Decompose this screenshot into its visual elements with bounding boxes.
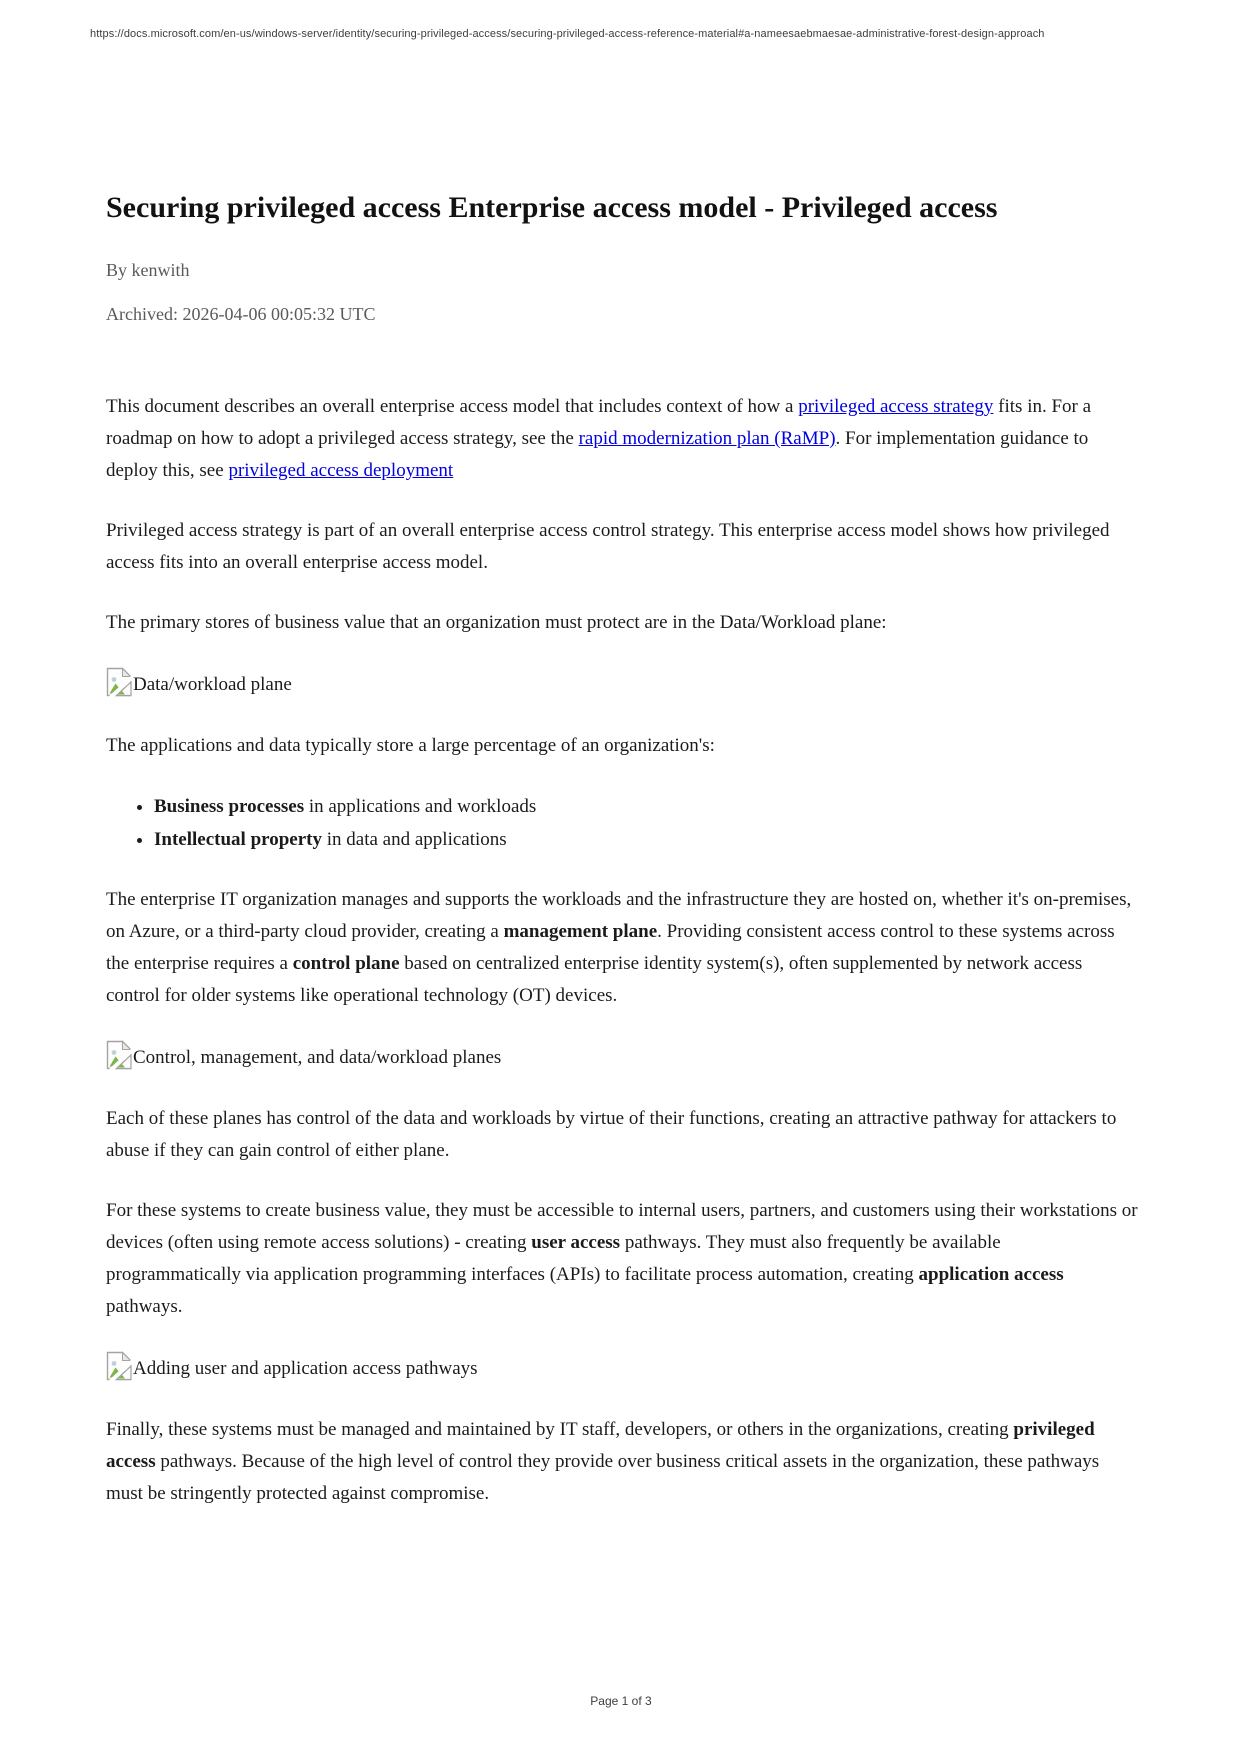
list-item: [154, 790, 1138, 823]
text-run: pathways. They must also frequently be available programmatically via application programming interfaces (APIs) to facilitate process automation, creating: [106, 1232, 1001, 1285]
paragraph: [106, 515, 1138, 579]
broken-image-icon: [106, 1040, 132, 1070]
text-run: based on centralized enterprise identity system(s), often supplemented by network access control for older systems like operational technology (OT) devices.: [106, 953, 1083, 1006]
bold-text: application access: [918, 1264, 1064, 1285]
text-run: For these systems to create business value, they must be accessible to internal users, partners, and customers using their workstations or devices (often using remote access solutions) - creating: [106, 1200, 1138, 1253]
inline-link[interactable]: privileged access strategy: [798, 396, 994, 417]
paragraph: [106, 607, 1138, 639]
paragraph: [106, 1195, 1138, 1323]
image-placeholder: [106, 667, 1138, 702]
image-alt-text: Adding user and application access pathways: [133, 1358, 478, 1379]
bold-text: Intellectual property: [154, 829, 322, 850]
text-run: The applications and data typically store a large percentage of an organization's:: [106, 735, 715, 756]
image-alt-text: Control, management, and data/workload planes: [133, 1047, 502, 1068]
text-run: This document describes an overall enterprise access model that includes context of how a: [106, 396, 799, 417]
bold-text: control plane: [292, 953, 400, 974]
archived-timestamp: Archived: 2026-04-06 00:05:32 UTC: [106, 304, 376, 324]
text-run: fits in. For a roadmap on how to adopt a privileged access strategy, see the: [106, 396, 1092, 449]
text-run: in applications and workloads: [304, 796, 537, 817]
paragraph: [106, 1103, 1138, 1167]
broken-image-icon: [106, 1351, 132, 1381]
bullet-list: [106, 790, 1138, 856]
image-alt-text: Data/workload plane: [133, 674, 292, 695]
text-run: The enterprise IT organization manages and supports the workloads and the infrastructure they are hosted on, whether it's on-premises, on Azure, or a third-party cloud provider, creating a: [106, 889, 1132, 942]
bold-text: Business processes: [154, 796, 305, 817]
paragraph: [106, 884, 1138, 1012]
bold-text: management plane: [503, 921, 658, 942]
inline-link[interactable]: rapid modernization plan (RaMP): [578, 428, 836, 449]
bold-text: privileged access: [106, 1419, 1095, 1472]
text-run: Finally, these systems must be managed and maintained by IT staff, developers, or others in the organizations, creating: [106, 1419, 1014, 1440]
page-footer: Page 1 of 3: [590, 1694, 652, 1708]
document-body: [106, 391, 1138, 1510]
image-placeholder: [106, 1040, 1138, 1075]
paragraph: [106, 730, 1138, 762]
text-run: in data and applications: [322, 829, 507, 850]
bold-text: user access: [531, 1232, 621, 1253]
text-run: Each of these planes has control of the data and workloads by virtue of their functions, creating an attractive pathway for attackers to abuse if they can gain control of either plane.: [106, 1108, 1117, 1161]
text-run: pathways.: [106, 1296, 183, 1317]
list-item: [154, 823, 1138, 856]
paragraph: [106, 391, 1138, 487]
paragraph: [106, 1414, 1138, 1510]
byline: By kenwith: [106, 260, 190, 280]
text-run: Privileged access strategy is part of an overall enterprise access control strategy. This enterprise access model shows how privileged access fits into an overall enterprise access model.: [106, 520, 1110, 573]
page-title: Securing privileged access Enterprise access model - Privileged access: [106, 191, 998, 224]
broken-image-icon: [106, 667, 132, 697]
text-run: pathways. Because of the high level of control they provide over business critical assets in the organization, these pathways must be stringently protected against compromise.: [106, 1451, 1100, 1504]
inline-link[interactable]: privileged access deployment: [228, 460, 454, 481]
image-placeholder: [106, 1351, 1138, 1386]
text-run: . Providing consistent access control to these systems across the enterprise requires a: [106, 921, 1115, 974]
document-page: [106, 0, 1138, 1538]
print-header-url: https://docs.microsoft.com/en-us/windows-server/identity/securing-privileged-access/securing-privileged-access-reference-material#a-nameesaebmaesae-administrative-forest-design-approach: [90, 28, 1045, 40]
text-run: . For implementation guidance to deploy this, see: [106, 428, 1089, 481]
text-run: The primary stores of business value that an organization must protect are in the Data/Workload plane:: [106, 612, 887, 633]
